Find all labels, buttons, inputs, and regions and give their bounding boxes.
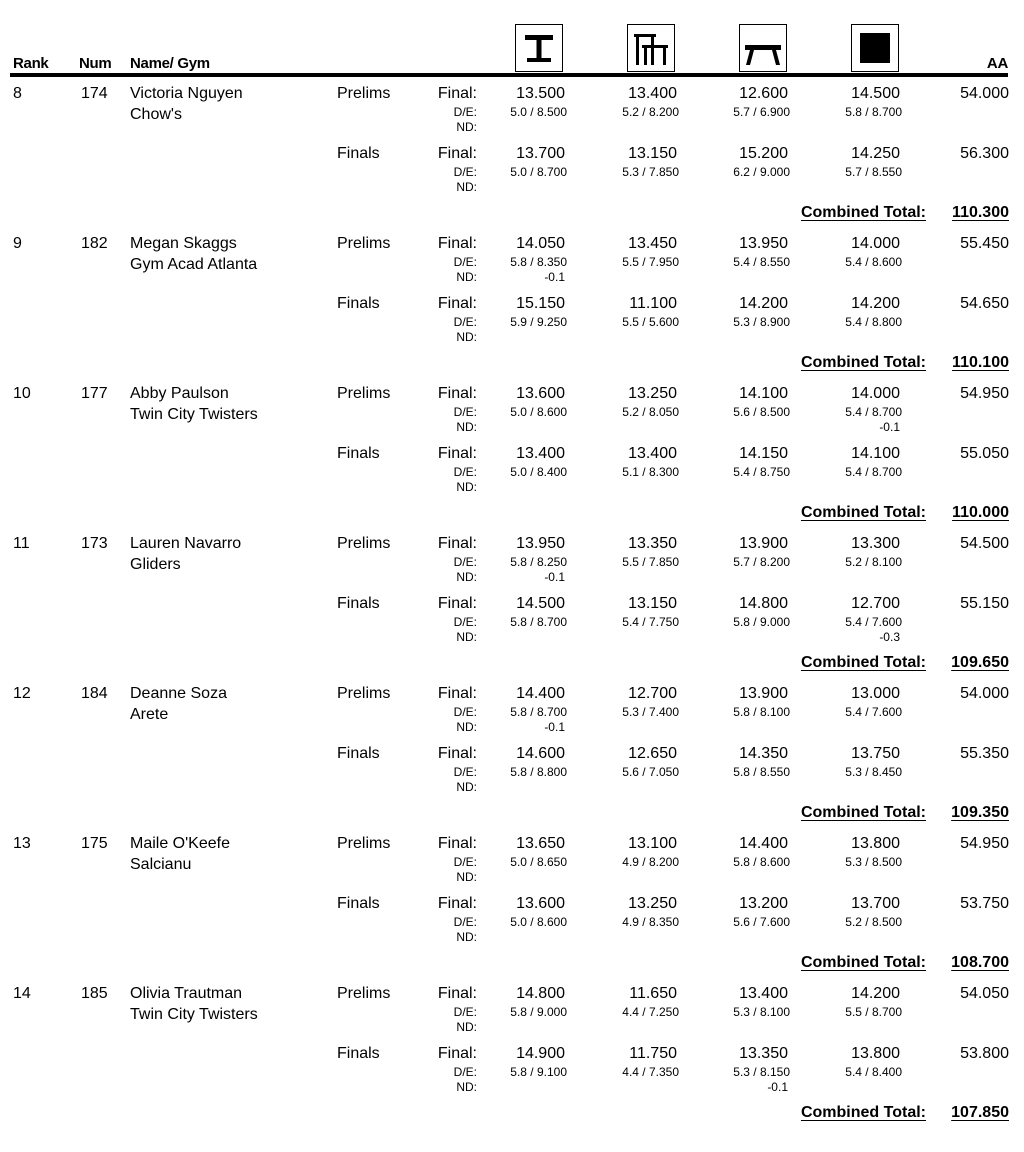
aa-score: 54.950: [960, 835, 1009, 852]
event-final-score: 14.500: [851, 85, 900, 102]
event-final-score: 14.250: [851, 145, 900, 162]
event-final-score: 14.350: [739, 745, 788, 762]
aa-score: 54.000: [960, 85, 1009, 102]
aa-score: 55.050: [960, 445, 1009, 462]
event-final-score: 13.150: [628, 145, 677, 162]
event-nd-score: -0.1: [544, 270, 565, 284]
event-de-score: 4.4 / 7.250: [622, 1005, 679, 1019]
event-final-score: 11.750: [629, 1045, 677, 1062]
event-final-score: 14.800: [516, 985, 565, 1002]
combined-total-label: Combined Total:: [800, 804, 926, 821]
event-final-score: 11.650: [629, 985, 677, 1002]
event-final-score: 14.800: [739, 595, 788, 612]
floor-exercise-icon: [851, 24, 899, 72]
event-final-score: 12.600: [739, 85, 788, 102]
event-de-score: 5.8 / 9.000: [733, 615, 790, 629]
athlete-num: 174: [81, 85, 108, 102]
event-final-score: 13.900: [739, 535, 788, 552]
event-final-score: 13.200: [739, 895, 788, 912]
combined-total-value: 110.300: [952, 204, 1009, 221]
event-final-score: 13.400: [628, 85, 677, 102]
event-nd-score: -0.1: [544, 720, 565, 734]
event-de-score: 5.5 / 7.950: [622, 255, 679, 269]
num-header: Num: [79, 55, 112, 72]
final-label: Final:: [437, 985, 477, 1002]
combined-total-label: Combined Total:: [800, 654, 926, 671]
event-de-score: 5.2 / 8.500: [845, 915, 902, 929]
event-de-score: 5.3 / 8.500: [845, 855, 902, 869]
athlete-num: 177: [81, 385, 108, 402]
athlete-num: 182: [81, 235, 108, 252]
aa-score: 55.450: [960, 235, 1009, 252]
event-final-score: 14.600: [516, 745, 565, 762]
event-final-score: 13.750: [851, 745, 900, 762]
combined-total-value: 110.000: [952, 504, 1009, 521]
athlete-gym: Twin City Twisters: [130, 1006, 258, 1023]
aa-header: AA: [986, 55, 1008, 72]
event-de-score: 5.4 / 7.600: [845, 705, 902, 719]
combined-total-value: 110.100: [952, 354, 1009, 371]
athlete-rank: 14: [13, 985, 31, 1002]
nd-label: ND:: [456, 270, 477, 284]
event-final-score: 14.400: [739, 835, 788, 852]
combined-total-value: 109.350: [951, 804, 1009, 821]
combined-total-label: Combined Total:: [800, 354, 926, 371]
event-de-score: 5.0 / 8.400: [510, 465, 567, 479]
event-de-score: 5.5 / 5.600: [622, 315, 679, 329]
event-final-score: 13.400: [516, 445, 565, 462]
de-label: D/E:: [453, 855, 477, 869]
event-de-score: 5.4 / 8.600: [845, 255, 902, 269]
nd-label: ND:: [456, 480, 477, 494]
event-final-score: 13.250: [628, 385, 677, 402]
athlete-name: Victoria Nguyen: [130, 85, 243, 102]
de-label: D/E:: [453, 405, 477, 419]
event-de-score: 4.4 / 7.350: [622, 1065, 679, 1079]
event-de-score: 5.2 / 8.200: [622, 105, 679, 119]
event-de-score: 5.7 / 8.200: [733, 555, 790, 569]
event-final-score: 14.200: [739, 295, 788, 312]
event-final-score: 14.000: [851, 385, 900, 402]
athlete-name: Abby Paulson: [130, 385, 229, 402]
de-label: D/E:: [453, 315, 477, 329]
event-final-score: 14.050: [516, 235, 565, 252]
event-de-score: 4.9 / 8.200: [622, 855, 679, 869]
event-final-score: 13.300: [851, 535, 900, 552]
final-label: Final:: [437, 235, 477, 252]
session-label: Finals: [337, 295, 380, 312]
event-final-score: 15.200: [739, 145, 788, 162]
event-de-score: 5.6 / 7.050: [622, 765, 679, 779]
event-final-score: 13.400: [739, 985, 788, 1002]
de-label: D/E:: [453, 915, 477, 929]
event-final-score: 13.950: [516, 535, 565, 552]
event-de-score: 4.9 / 8.350: [622, 915, 679, 929]
final-label: Final:: [437, 835, 477, 852]
de-label: D/E:: [453, 255, 477, 269]
final-label: Final:: [437, 745, 477, 762]
final-label: Final:: [437, 535, 477, 552]
event-de-score: 5.7 / 8.550: [845, 165, 902, 179]
event-de-score: 5.3 / 8.150: [733, 1065, 790, 1079]
event-final-score: 14.500: [516, 595, 565, 612]
nd-label: ND:: [456, 1020, 477, 1034]
athlete-name: Lauren Navarro: [130, 535, 242, 552]
session-label: Prelims: [337, 85, 391, 102]
final-label: Final:: [437, 445, 477, 462]
combined-total-label: Combined Total:: [800, 1104, 926, 1121]
event-de-score: 5.5 / 8.700: [845, 1005, 902, 1019]
event-de-score: 5.8 / 8.700: [845, 105, 902, 119]
event-final-score: 13.500: [516, 85, 565, 102]
nd-label: ND:: [456, 930, 477, 944]
event-de-score: 5.8 / 8.100: [733, 705, 790, 719]
aa-score: 53.800: [960, 1045, 1009, 1062]
rank-header: Rank: [13, 55, 49, 72]
event-de-score: 5.4 / 8.550: [733, 255, 790, 269]
athlete-gym: Arete: [130, 706, 169, 723]
event-final-score: 14.000: [851, 235, 900, 252]
event-final-score: 14.400: [516, 685, 565, 702]
event-final-score: 13.800: [851, 1045, 900, 1062]
event-final-score: 13.700: [851, 895, 900, 912]
event-de-score: 5.7 / 6.900: [733, 105, 790, 119]
nd-label: ND:: [456, 120, 477, 134]
event-de-score: 5.2 / 8.050: [622, 405, 679, 419]
nd-label: ND:: [456, 180, 477, 194]
aa-score: 55.350: [960, 745, 1009, 762]
event-de-score: 5.8 / 8.550: [733, 765, 790, 779]
session-label: Finals: [337, 745, 380, 762]
athlete-rank: 11: [13, 535, 30, 552]
aa-score: 54.050: [960, 985, 1009, 1002]
event-de-score: 5.8 / 8.700: [510, 705, 567, 719]
de-label: D/E:: [453, 705, 477, 719]
athlete-gym: Chow's: [130, 106, 182, 123]
athlete-num: 184: [81, 685, 108, 702]
event-de-score: 5.4 / 8.400: [845, 1065, 902, 1079]
de-label: D/E:: [453, 555, 477, 569]
event-final-score: 14.200: [851, 985, 900, 1002]
athlete-rank: 8: [13, 85, 22, 102]
session-label: Prelims: [337, 235, 391, 252]
event-final-score: 14.150: [739, 445, 788, 462]
event-final-score: 13.700: [516, 145, 565, 162]
event-de-score: 5.4 / 7.600: [845, 615, 902, 629]
event-final-score: 13.600: [516, 895, 565, 912]
event-final-score: 14.100: [739, 385, 788, 402]
event-final-score: 13.400: [628, 445, 677, 462]
athlete-rank: 9: [13, 235, 22, 252]
combined-total-label: Combined Total:: [800, 204, 926, 221]
nd-label: ND:: [456, 330, 477, 344]
nd-label: ND:: [456, 570, 477, 584]
event-de-score: 5.3 / 7.850: [622, 165, 679, 179]
name-gym-header: Name/ Gym: [130, 55, 210, 72]
athlete-gym: Gym Acad Atlanta: [130, 256, 258, 273]
event-de-score: 5.3 / 8.450: [845, 765, 902, 779]
event-final-score: 11.100: [629, 295, 677, 312]
athlete-name: Olivia Trautman: [130, 985, 243, 1002]
event-de-score: 5.6 / 7.600: [733, 915, 790, 929]
event-final-score: 13.000: [851, 685, 900, 702]
vault-icon: [515, 24, 563, 72]
de-label: D/E:: [453, 1065, 477, 1079]
event-de-score: 5.8 / 9.000: [510, 1005, 567, 1019]
athlete-num: 173: [81, 535, 108, 552]
event-de-score: 6.2 / 9.000: [733, 165, 790, 179]
event-de-score: 5.0 / 8.600: [510, 405, 567, 419]
combined-total-value: 109.650: [951, 654, 1009, 671]
session-label: Prelims: [337, 535, 391, 552]
aa-score: 54.000: [960, 685, 1009, 702]
balance-beam-icon: [739, 24, 787, 72]
event-de-score: 5.8 / 9.100: [510, 1065, 567, 1079]
athlete-num: 175: [81, 835, 108, 852]
event-final-score: 13.450: [628, 235, 677, 252]
event-de-score: 5.3 / 8.900: [733, 315, 790, 329]
athlete-gym: Gliders: [130, 556, 181, 573]
final-label: Final:: [437, 685, 477, 702]
nd-label: ND:: [456, 1080, 477, 1094]
de-label: D/E:: [453, 1005, 477, 1019]
event-de-score: 5.4 / 8.750: [733, 465, 790, 479]
uneven-bars-icon: [627, 24, 675, 72]
event-de-score: 5.0 / 8.650: [510, 855, 567, 869]
event-de-score: 5.8 / 8.250: [510, 555, 567, 569]
event-de-score: 5.5 / 7.850: [622, 555, 679, 569]
event-final-score: 13.150: [628, 595, 677, 612]
session-label: Finals: [337, 445, 380, 462]
session-label: Finals: [337, 1045, 380, 1062]
event-final-score: 14.100: [851, 445, 900, 462]
de-label: D/E:: [453, 765, 477, 779]
final-label: Final:: [437, 895, 477, 912]
event-de-score: 5.4 / 8.700: [845, 405, 902, 419]
event-final-score: 14.200: [851, 295, 900, 312]
session-label: Finals: [337, 145, 380, 162]
event-nd-score: -0.3: [879, 630, 900, 644]
event-de-score: 5.0 / 8.500: [510, 105, 567, 119]
event-final-score: 12.700: [628, 685, 677, 702]
event-nd-score: -0.1: [544, 570, 565, 584]
event-de-score: 5.1 / 8.300: [622, 465, 679, 479]
aa-score: 54.650: [960, 295, 1009, 312]
final-label: Final:: [437, 145, 477, 162]
combined-total-value: 107.850: [951, 1104, 1009, 1121]
aa-score: 54.950: [960, 385, 1009, 402]
event-de-score: 5.3 / 7.400: [622, 705, 679, 719]
event-de-score: 5.0 / 8.600: [510, 915, 567, 929]
event-de-score: 5.3 / 8.100: [733, 1005, 790, 1019]
final-label: Final:: [437, 295, 477, 312]
event-final-score: 13.600: [516, 385, 565, 402]
event-final-score: 13.650: [516, 835, 565, 852]
event-nd-score: -0.1: [879, 420, 900, 434]
athlete-num: 185: [81, 985, 108, 1002]
final-label: Final:: [437, 595, 477, 612]
session-label: Finals: [337, 595, 380, 612]
event-de-score: 5.8 / 8.600: [733, 855, 790, 869]
event-final-score: 13.900: [739, 685, 788, 702]
nd-label: ND:: [456, 870, 477, 884]
event-de-score: 5.0 / 8.700: [510, 165, 567, 179]
event-final-score: 13.350: [739, 1045, 788, 1062]
aa-score: 56.300: [960, 145, 1009, 162]
athlete-name: Megan Skaggs: [130, 235, 237, 252]
event-de-score: 5.4 / 7.750: [622, 615, 679, 629]
event-de-score: 5.8 / 8.350: [510, 255, 567, 269]
event-final-score: 15.150: [516, 295, 565, 312]
session-label: Prelims: [337, 835, 391, 852]
athlete-name: Deanne Soza: [130, 685, 227, 702]
combined-total-label: Combined Total:: [800, 954, 926, 971]
final-label: Final:: [437, 1045, 477, 1062]
nd-label: ND:: [456, 630, 477, 644]
athlete-name: Maile O'Keefe: [130, 835, 230, 852]
nd-label: ND:: [456, 720, 477, 734]
event-nd-score: -0.1: [767, 1080, 788, 1094]
final-label: Final:: [437, 385, 477, 402]
event-final-score: 13.350: [628, 535, 677, 552]
event-final-score: 12.650: [628, 745, 677, 762]
combined-total-value: 108.700: [951, 954, 1009, 971]
athlete-rank: 10: [13, 385, 31, 402]
event-de-score: 5.4 / 8.700: [845, 465, 902, 479]
de-label: D/E:: [453, 615, 477, 629]
aa-score: 53.750: [960, 895, 1009, 912]
event-final-score: 13.250: [628, 895, 677, 912]
event-final-score: 13.800: [851, 835, 900, 852]
event-de-score: 5.2 / 8.100: [845, 555, 902, 569]
final-label: Final:: [437, 85, 477, 102]
session-label: Prelims: [337, 985, 391, 1002]
athlete-rank: 13: [13, 835, 31, 852]
session-label: Finals: [337, 895, 380, 912]
event-final-score: 14.900: [516, 1045, 565, 1062]
nd-label: ND:: [456, 420, 477, 434]
header-divider: [10, 73, 1008, 77]
event-final-score: 12.700: [851, 595, 900, 612]
event-de-score: 5.8 / 8.700: [510, 615, 567, 629]
event-de-score: 5.8 / 8.800: [510, 765, 567, 779]
aa-score: 54.500: [960, 535, 1009, 552]
nd-label: ND:: [456, 780, 477, 794]
de-label: D/E:: [453, 465, 477, 479]
athlete-gym: Twin City Twisters: [130, 406, 258, 423]
event-final-score: 13.100: [628, 835, 677, 852]
combined-total-label: Combined Total:: [800, 504, 926, 521]
event-final-score: 13.950: [739, 235, 788, 252]
event-de-score: 5.9 / 9.250: [510, 315, 567, 329]
aa-score: 55.150: [960, 595, 1009, 612]
athlete-rank: 12: [13, 685, 31, 702]
event-de-score: 5.4 / 8.800: [845, 315, 902, 329]
de-label: D/E:: [453, 165, 477, 179]
session-label: Prelims: [337, 685, 391, 702]
de-label: D/E:: [453, 105, 477, 119]
session-label: Prelims: [337, 385, 391, 402]
athlete-gym: Salcianu: [130, 856, 192, 873]
event-de-score: 5.6 / 8.500: [733, 405, 790, 419]
